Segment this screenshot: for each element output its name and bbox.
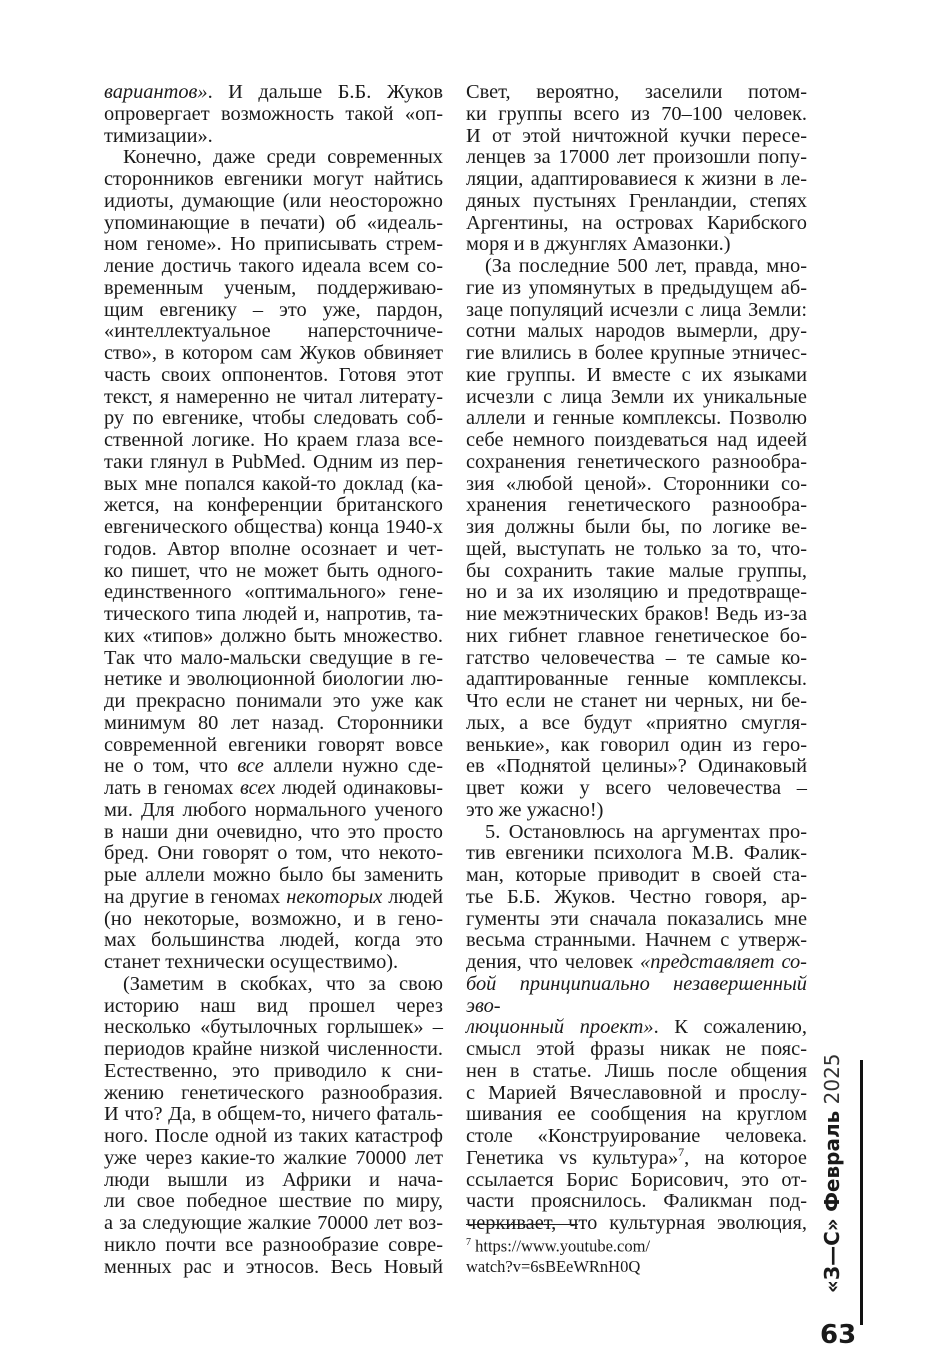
margin-rule <box>860 1060 863 1325</box>
text-line <box>104 1126 443 1148</box>
text-span: . И дальше Б.Б. Жуков <box>207 81 443 103</box>
text-span: ного. После одной из таких катастроф <box>104 1125 443 1147</box>
text-span: Естественно, это приводило к сни- <box>104 1059 443 1082</box>
text-span: жется, на конференции британского <box>104 494 443 517</box>
text-span: менных рас и этносов. Весь Новый <box>104 1255 443 1278</box>
text-line <box>466 778 807 800</box>
text-span: адаптированные генные комплексы. <box>466 668 807 691</box>
text-span: гие влились в более крупные этничес- <box>466 342 807 364</box>
text-line <box>466 930 807 952</box>
text-span: тимизации». <box>104 124 213 147</box>
text-span: части прояснилось. Фаликман под- <box>466 1190 807 1213</box>
text-line <box>466 1191 807 1213</box>
text-span: ном геноме». Но приписывать стрем- <box>104 233 443 256</box>
text-line <box>466 561 807 583</box>
text-span: Конечно, даже среди современных <box>123 146 443 169</box>
text-line <box>466 82 807 104</box>
text-span: Так что мало-мальски сведущие в ге- <box>104 646 443 669</box>
text-span: И от этой ничтожной кучки пересе- <box>466 124 807 147</box>
text-line <box>104 82 443 104</box>
text-line <box>104 278 443 300</box>
text-span: станет технически осуществимо). <box>104 951 399 973</box>
text-line <box>466 669 807 691</box>
text-span: ли свое победное шествие по миру, <box>104 1190 443 1213</box>
italic-span: всех <box>240 777 276 799</box>
text-span: щим евгенику – это уже, пардон, <box>104 298 443 321</box>
text-line <box>104 213 443 235</box>
text-line <box>104 104 443 126</box>
footnote-rule <box>466 1224 578 1225</box>
text-line <box>104 126 443 148</box>
text-span: (но некоторые, возможно, и в гено- <box>104 907 443 930</box>
text-span: временным ученым, поддерживаю- <box>104 276 443 299</box>
text-span: кие группы. И вместе с их языками <box>466 363 807 386</box>
text-span: аллели нужно сде- <box>263 755 444 778</box>
text-line <box>104 713 443 735</box>
left-column <box>104 82 443 1278</box>
text-line <box>466 1104 807 1126</box>
text-line <box>104 952 443 974</box>
text-line <box>466 147 807 169</box>
issue-year: 2025 <box>820 1053 844 1105</box>
text-line <box>466 495 807 517</box>
text-span: текст, я намеренно не читал литерату- <box>104 385 443 408</box>
text-line <box>104 604 443 626</box>
text-span: годов. Автор вполне осознает и чет- <box>104 537 443 560</box>
italic-span: вариантов» <box>104 81 208 103</box>
text-span: ру по евгенике, чтобы следовать соб- <box>104 407 443 430</box>
text-line <box>104 561 443 583</box>
text-span: люди вышли из Африки и нача- <box>104 1168 443 1191</box>
text-span: лать в геномах <box>104 777 240 799</box>
text-line <box>466 1144 807 1170</box>
text-span: И что? Да, в общем-то, ничего фаталь- <box>104 1103 443 1126</box>
text-line <box>466 191 807 213</box>
text-line <box>466 974 807 1018</box>
text-line <box>104 1191 443 1213</box>
text-span: современной евгеники говорят вовсе <box>104 733 443 756</box>
text-span: заце популяций исчезли с лица Земли: <box>466 298 807 321</box>
text-span: моря и в джунглях Амазонки.) <box>466 233 731 256</box>
text-span: на другие в геномах <box>104 885 287 908</box>
text-span: тив евгеники психолога М.В. Фалик- <box>466 842 807 865</box>
text-span: зия должны были бы, по логике ве- <box>466 516 807 538</box>
text-span: гатство человечества – те самые ко- <box>466 646 807 669</box>
text-span: нен в статье. Лишь после общения <box>466 1059 807 1082</box>
text-span: рые аллели можно было бы заменить <box>104 864 443 886</box>
text-span: тье Б.Б. Жуков. Честно говоря, ар- <box>466 885 807 908</box>
text-line <box>104 343 443 365</box>
text-line <box>466 604 807 626</box>
text-line <box>466 430 807 452</box>
text-line <box>466 822 807 844</box>
text-line <box>104 865 443 887</box>
text-line <box>466 1170 807 1192</box>
text-line <box>466 800 807 822</box>
text-line <box>104 495 443 517</box>
text-span: единственного «оптимального» гене- <box>104 581 443 604</box>
text-span: периодов крайне низкой численности. <box>104 1038 443 1060</box>
text-line <box>104 843 443 865</box>
text-line <box>104 800 443 822</box>
text-span: вых мне попался какой-то доклад (ка- <box>104 472 443 495</box>
text-line <box>104 1061 443 1083</box>
text-line <box>466 452 807 474</box>
text-span: Свет, вероятно, заселили потом- <box>466 81 807 103</box>
footnote-line-1 <box>466 1233 726 1257</box>
text-span: опровергает возможность такой «оп- <box>104 102 443 125</box>
text-span: дения, что человек <box>466 951 641 973</box>
text-line <box>466 713 807 735</box>
text-span: бы сохранить такие малые группы, <box>466 559 807 582</box>
text-span: ленцев за 17000 лет произошли попу- <box>466 146 807 169</box>
text-line <box>104 1235 443 1257</box>
text-line <box>104 909 443 931</box>
text-line <box>104 147 443 169</box>
text-span: людей одинаковы- <box>275 777 444 799</box>
text-span: цвет кожи у всего человечества – <box>466 777 807 799</box>
text-span: гументы эти сначала показались мне <box>466 907 807 930</box>
text-line <box>104 626 443 648</box>
text-line <box>104 778 443 800</box>
text-span: лых, а все будут «приятно смугля- <box>466 711 807 734</box>
footnote-url-part-1: https://www.youtube.com/ <box>471 1236 651 1256</box>
text-line <box>466 887 807 909</box>
text-line <box>104 735 443 757</box>
text-line <box>104 387 443 409</box>
text-span: мах большинства людей, когда это <box>104 929 443 952</box>
text-line <box>466 234 807 256</box>
text-line <box>104 1170 443 1192</box>
text-line <box>104 691 443 713</box>
text-line <box>104 756 443 778</box>
text-span: себе немного поиздеваться над идеей <box>466 429 807 451</box>
text-span: ко пишет, что не может быть одного- <box>104 559 443 582</box>
text-span: ди прекрасно понимали это уже как <box>104 690 443 712</box>
text-line <box>104 974 443 996</box>
text-line <box>104 191 443 213</box>
text-line <box>466 582 807 604</box>
text-line <box>466 648 807 670</box>
text-span: хранения генетического разнообра- <box>466 494 807 517</box>
text-line <box>104 452 443 474</box>
text-span: никло почти все разнообразие совре- <box>104 1233 443 1256</box>
text-line <box>466 1017 807 1039</box>
text-line <box>466 278 807 300</box>
text-line <box>466 756 807 778</box>
text-span: весьма странными. Начнем с утверж- <box>466 929 807 952</box>
text-line <box>104 1017 443 1039</box>
text-line <box>466 104 807 126</box>
text-line <box>104 822 443 844</box>
text-span: ссылается Борис Борисович, это от- <box>466 1168 807 1191</box>
footnote <box>466 1233 726 1277</box>
footnote-ref: 7 <box>678 1144 685 1159</box>
text-line <box>104 669 443 691</box>
text-span: ких «типов» должно быть множество. <box>104 624 443 647</box>
text-span: черкивает, что культурная эволюция, <box>466 1212 807 1234</box>
text-span: сторонников евгеники могут найтись <box>104 168 443 190</box>
text-span: жению генетического разнообразия. <box>104 1081 443 1104</box>
text-line <box>466 1039 807 1061</box>
text-span: историю наш вид прошел через <box>104 994 443 1017</box>
text-span: ев «Поднятой целины»? Одинаковый <box>466 755 807 778</box>
text-span: гие из упомянутых в предыдущем аб- <box>466 276 807 299</box>
text-span: не о том, что <box>104 755 238 778</box>
italic-span: бой принципиально незавершенный эво- <box>466 972 807 1017</box>
text-line <box>104 1083 443 1105</box>
text-line <box>104 365 443 387</box>
text-span: Что если не станет ни черных, ни бе- <box>466 690 807 712</box>
text-line <box>466 1061 807 1083</box>
text-line <box>104 300 443 322</box>
text-line <box>104 234 443 256</box>
text-line <box>104 1104 443 1126</box>
text-line <box>466 256 807 278</box>
text-line <box>466 343 807 365</box>
text-line <box>466 909 807 931</box>
text-line <box>466 735 807 757</box>
text-span: ки группы всего из 70–100 человек. <box>466 102 807 125</box>
text-line <box>104 430 443 452</box>
text-span: ление достичь такого идеала всем со- <box>104 255 443 277</box>
text-line <box>104 648 443 670</box>
text-span: . К сожалению, <box>653 1016 807 1039</box>
text-line <box>466 865 807 887</box>
text-span: , на которое <box>684 1146 807 1169</box>
text-line <box>104 582 443 604</box>
text-span: таки глянул в PubMed. Одним из пер- <box>104 450 443 473</box>
issue-month: Февраль <box>820 1110 844 1212</box>
text-span: часть своих оппонентов. Готовя этот <box>104 363 443 386</box>
text-span: нетике и эволюционной биологии лю- <box>104 668 443 691</box>
right-column <box>466 82 807 1235</box>
text-span: ство», в котором сам Жуков обвиняет <box>104 342 443 364</box>
text-line <box>466 517 807 539</box>
text-line <box>466 691 807 713</box>
text-span: с Марией Вячеславовной и прослу- <box>466 1081 807 1104</box>
text-line <box>466 1083 807 1105</box>
text-span: них гибнет главное генетическое бо- <box>466 624 807 647</box>
italic-span: некоторых <box>286 885 383 908</box>
text-line <box>104 169 443 191</box>
text-line <box>466 1126 807 1148</box>
text-span: щей, выступать не только за то, что- <box>466 537 807 560</box>
text-span: зия «любой ценой». Сторонники со- <box>466 472 807 495</box>
text-line <box>466 539 807 561</box>
italic-span: «представляет со- <box>640 951 807 973</box>
text-line <box>466 126 807 148</box>
text-span: евгенического общества) конца 1940-х <box>104 516 443 538</box>
text-span: шивания ее сообщения на круглом <box>466 1103 807 1126</box>
text-span: смысл этой фразы никак не пояс- <box>466 1038 807 1060</box>
text-line <box>466 408 807 430</box>
text-span: Аргентины, на островах Карибского <box>466 211 807 234</box>
text-line <box>466 213 807 235</box>
text-span: дяных пустынях Гренландии, степях <box>466 189 807 212</box>
text-line <box>104 930 443 952</box>
text-span: (Заметим в скобках, что за свою <box>123 972 443 995</box>
text-line <box>466 387 807 409</box>
text-line <box>466 300 807 322</box>
text-span: несколько «бутылочных горлышек» – <box>104 1016 443 1039</box>
text-span: минимум 80 лет назад. Сторонники <box>104 711 443 734</box>
text-span: исчезли с лица Земли их уникальные <box>466 385 807 408</box>
text-span: людей <box>382 885 443 908</box>
text-span: а за следующие жалкие 70000 лет воз- <box>104 1212 443 1234</box>
text-span: ние межэтнических браков! Ведь из-за <box>466 603 807 625</box>
text-line <box>104 321 443 343</box>
text-line <box>104 1213 443 1235</box>
italic-span: все <box>237 755 264 778</box>
text-line <box>104 517 443 539</box>
text-line <box>104 1257 443 1279</box>
text-line <box>466 626 807 648</box>
text-span: ми. Для любого нормального ученого <box>104 798 443 821</box>
text-line <box>466 365 807 387</box>
text-line <box>104 996 443 1018</box>
text-span: упоминающие в печати) об «идеаль- <box>104 211 443 234</box>
text-line <box>466 169 807 191</box>
text-span: ляции, адаптировавиеся к жизни в ле- <box>466 168 807 190</box>
page-number: 63 <box>820 1320 857 1350</box>
text-line <box>466 843 807 865</box>
footnote-marker: 7 <box>466 1237 471 1248</box>
text-line <box>466 474 807 496</box>
text-span: столе «Конструирование человека. <box>466 1125 807 1147</box>
text-span: аллели и генные комплексы. Позволю <box>466 407 807 430</box>
text-span: но и за их изоляцию и предотвраще- <box>466 581 807 604</box>
text-line <box>104 408 443 430</box>
text-span: 5. Остановлюсь на аргументах про- <box>485 820 807 843</box>
text-line <box>104 539 443 561</box>
text-span: уже через какие-то жалкие 70000 лет <box>104 1146 443 1169</box>
text-span: Генетика vs культура» <box>466 1146 679 1169</box>
text-span: «интеллектуальное наперсточниче- <box>104 320 443 343</box>
text-span: венькие», как говорил один из геро- <box>466 733 807 756</box>
text-line <box>466 952 807 974</box>
text-line <box>104 256 443 278</box>
text-line <box>104 1039 443 1061</box>
text-span: в наши дни очевидно, что это просто <box>104 820 443 843</box>
text-span: тического типа людей и, напротив, та- <box>104 603 443 625</box>
italic-span: люционный проект» <box>466 1016 654 1039</box>
text-span: ственной логике. Но краем глаза все- <box>104 429 443 451</box>
text-span: это же ужасно!) <box>466 798 604 821</box>
text-span: идиоты, думающие (или неосторожно <box>104 189 443 212</box>
text-line <box>104 887 443 909</box>
footnote-url-part-2: watch?v=6sBEeWRnH0Q <box>466 1256 641 1276</box>
text-line <box>104 1148 443 1170</box>
text-line <box>104 474 443 496</box>
text-span: ман, которые приводит в своей ста- <box>466 864 807 886</box>
text-span: бред. Они говорят о том, что некото- <box>104 842 443 865</box>
text-line <box>466 321 807 343</box>
text-span: (За последние 500 лет, правда, мно- <box>485 255 807 277</box>
running-head <box>820 1013 844 1293</box>
text-span: сотни малых народов вымерли, дру- <box>466 320 807 343</box>
text-span: сохранения генетического разнообра- <box>466 450 807 473</box>
magazine-title: «З—С» <box>820 1218 844 1293</box>
